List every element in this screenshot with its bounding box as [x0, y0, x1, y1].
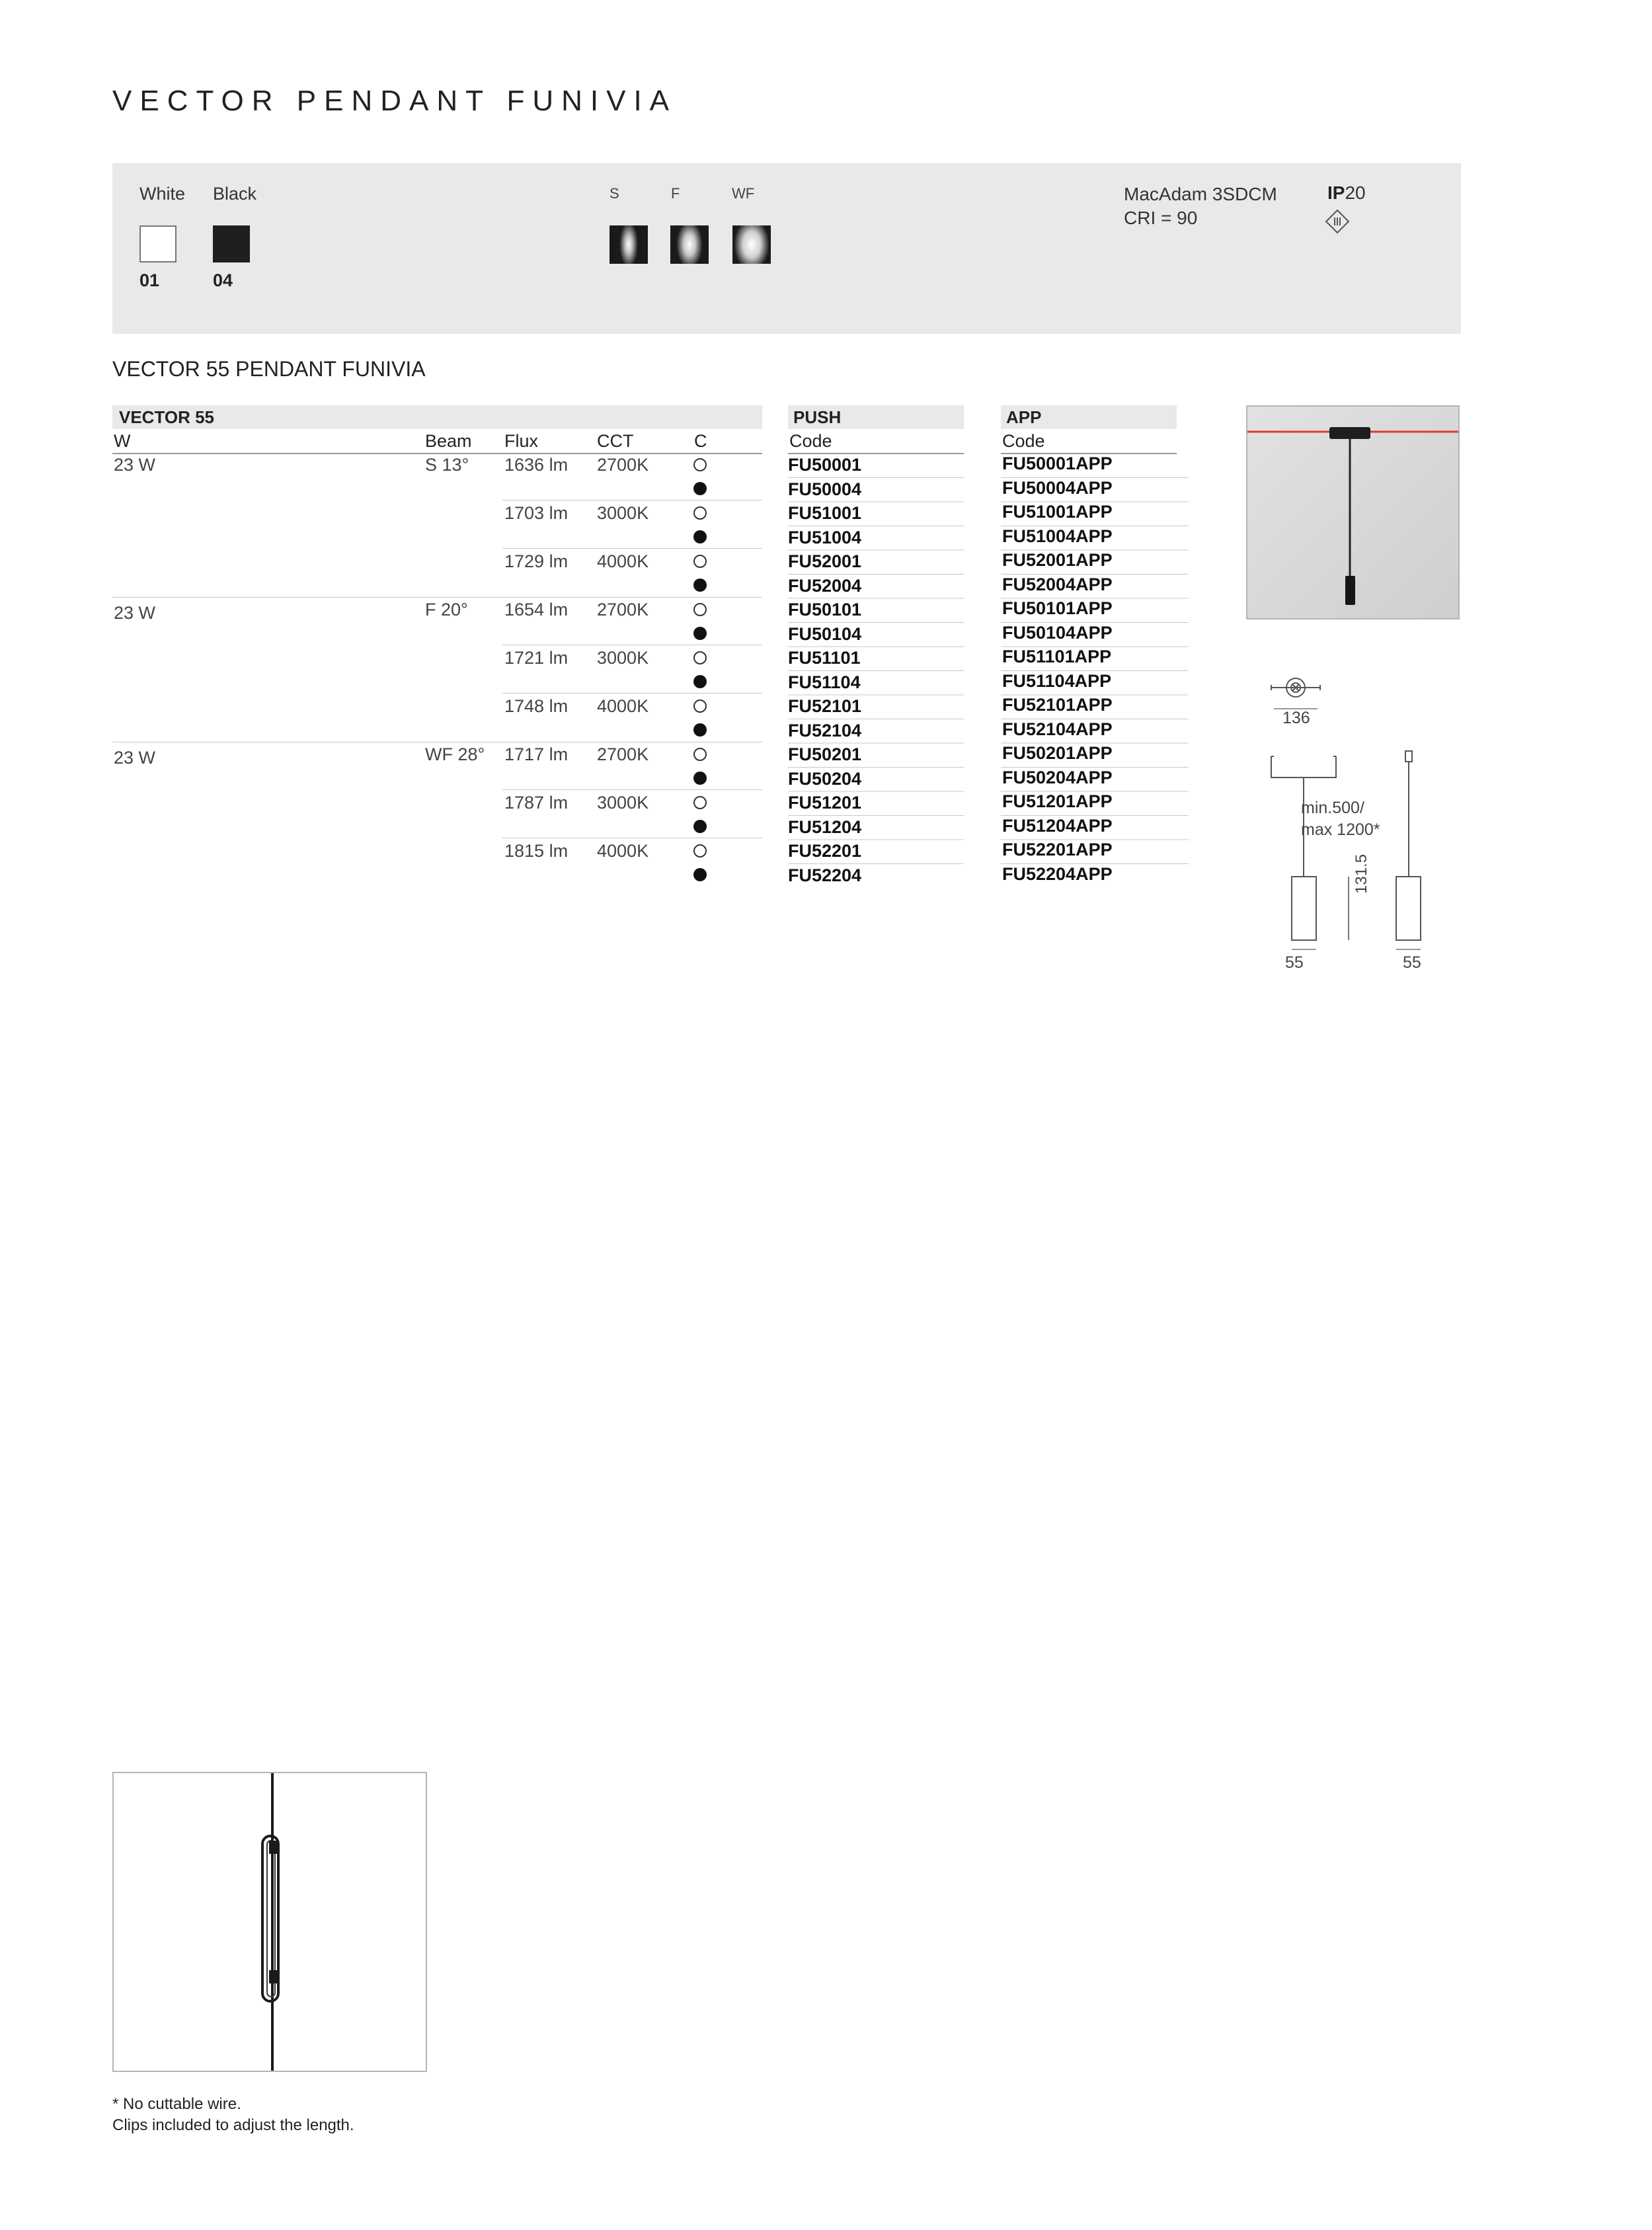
- spec-table-rule: [112, 453, 762, 454]
- flux-cell: 1815 lm: [504, 841, 569, 861]
- finish-code-black: 04: [213, 270, 233, 290]
- finish-white-dot: [693, 748, 707, 761]
- col-head-beam: Beam: [425, 431, 472, 451]
- push-code: FU52004: [788, 575, 862, 596]
- app-code: FU52101APP: [1002, 695, 1113, 715]
- cct-cell: 4000K: [597, 841, 649, 861]
- app-code: FU52104APP: [1002, 719, 1113, 739]
- push-code: FU50101: [788, 600, 862, 619]
- cct-cell: 3000K: [597, 648, 649, 668]
- push-code: FU52204: [788, 865, 862, 885]
- finish-black-dot: [693, 482, 707, 495]
- spec-table-label: VECTOR 55: [119, 407, 215, 427]
- finish-black-dot: [693, 578, 707, 592]
- finish-black-dot: [693, 675, 707, 688]
- flux-cell: 1703 lm: [504, 503, 569, 523]
- app-code: FU50004APP: [1002, 477, 1113, 498]
- app-col-head: Code: [1002, 431, 1045, 451]
- finish-white-dot: [693, 458, 707, 471]
- row-divider: [502, 548, 762, 549]
- ip-value: 20: [1345, 182, 1366, 203]
- footnote-line-1: * No cuttable wire.: [112, 2095, 241, 2113]
- finish-white-dot: [693, 844, 707, 857]
- clip-photo: [112, 1772, 427, 2072]
- cct-cell: 4000K: [597, 696, 649, 716]
- push-code: FU51104: [788, 672, 861, 692]
- push-code: FU52101: [788, 696, 862, 716]
- app-code: FU50201APP: [1002, 743, 1113, 763]
- finish-label-white: White: [139, 184, 186, 204]
- beam-swatch-s: [610, 225, 648, 264]
- row-divider: [502, 693, 762, 694]
- beam-swatch-f: [670, 225, 709, 264]
- app-code: FU52004APP: [1002, 574, 1113, 594]
- finish-black-dot: [693, 723, 707, 737]
- cct-cell: 2700K: [597, 455, 649, 475]
- app-code: FU51201APP: [1002, 791, 1113, 811]
- code-row-separators: [788, 454, 1191, 890]
- product-photo: [1246, 405, 1460, 619]
- row-divider: [502, 789, 762, 790]
- app-code: FU50101APP: [1002, 598, 1113, 618]
- cct-cell: 2700K: [597, 744, 649, 764]
- finish-label-black: Black: [213, 184, 257, 204]
- finish-white-dot: [693, 699, 707, 713]
- push-code: FU51004: [788, 527, 862, 547]
- dim-diameter-left: 55: [1285, 953, 1304, 972]
- spec-macadam: MacAdam 3SDCM: [1124, 184, 1277, 204]
- col-head-c: C: [694, 431, 707, 451]
- beam-label-f: F: [671, 185, 680, 202]
- app-code: FU50204APP: [1002, 767, 1113, 787]
- finish-code-white: 01: [139, 270, 160, 290]
- app-code: FU51104APP: [1002, 670, 1112, 691]
- app-code: FU50104APP: [1002, 622, 1113, 643]
- cct-cell: 3000K: [597, 503, 649, 523]
- flux-cell: 1636 lm: [504, 455, 569, 475]
- col-head-cct: CCT: [597, 431, 634, 451]
- beam-label-wf: WF: [732, 185, 755, 202]
- dim-wire-max: max 1200*: [1301, 820, 1380, 839]
- section-title: VECTOR 55 PENDANT FUNIVIA: [112, 357, 426, 381]
- push-code: FU52201: [788, 841, 862, 861]
- beam-label-s: S: [610, 185, 619, 202]
- ip-prefix: IP: [1327, 182, 1345, 203]
- clip-photo-illustration: [114, 1773, 426, 2071]
- cct-cell: 2700K: [597, 600, 649, 619]
- cct-cell: 3000K: [597, 793, 649, 813]
- finish-white-dot: [693, 651, 707, 664]
- dim-wire-min: min.500/: [1301, 799, 1364, 817]
- finish-black-dot: [693, 627, 707, 640]
- push-code: FU51101: [788, 648, 861, 668]
- group-watt: 23 W: [114, 748, 156, 768]
- dim-width-top: 136: [1282, 709, 1310, 727]
- app-code: FU51004APP: [1002, 526, 1113, 546]
- push-code: FU50104: [788, 623, 862, 644]
- push-col-head: Code: [789, 431, 832, 451]
- app-code: FU51101APP: [1002, 647, 1112, 666]
- app-code: FU52201APP: [1002, 840, 1113, 859]
- app-code: FU52204APP: [1002, 863, 1113, 884]
- finish-swatch-white: [139, 225, 177, 262]
- flux-cell: 1717 lm: [504, 744, 569, 764]
- flux-cell: 1654 lm: [504, 600, 569, 619]
- footnote: [112, 2094, 354, 2136]
- push-code: FU50204: [788, 768, 862, 789]
- spec-cri: CRI = 90: [1124, 208, 1198, 228]
- group-divider: [112, 597, 762, 598]
- finish-white-dot: [693, 796, 707, 809]
- pendant-photo-illustration: [1247, 407, 1458, 618]
- push-label: PUSH: [793, 407, 842, 427]
- push-code: FU51001: [788, 503, 862, 523]
- flux-cell: 1729 lm: [504, 551, 569, 571]
- finish-black-dot: [693, 772, 707, 785]
- footnote-line-2: Clips included to adjust the length.: [112, 2116, 354, 2134]
- col-head-flux: Flux: [504, 431, 539, 451]
- push-code: FU51204: [788, 816, 862, 837]
- col-head-w: W: [114, 431, 131, 451]
- page-title: VECTOR PENDANT FUNIVIA: [112, 85, 678, 117]
- push-code: FU52001: [788, 551, 862, 571]
- cct-cell: 4000K: [597, 551, 649, 571]
- dim-diameter-right: 55: [1403, 953, 1421, 972]
- push-code: FU50001: [788, 455, 862, 475]
- finish-black-dot: [693, 530, 707, 543]
- finish-white-dot: [693, 603, 707, 616]
- finish-black-dot: [693, 868, 707, 881]
- dim-wire-length: [1301, 797, 1380, 841]
- group-beam: S 13°: [425, 455, 469, 475]
- push-code: FU51201: [788, 793, 862, 813]
- dim-height: 131.5: [1353, 854, 1370, 894]
- app-code: FU51001APP: [1002, 502, 1113, 522]
- push-code: FU50004: [788, 479, 862, 499]
- finish-white-dot: [693, 555, 707, 568]
- push-code: FU50201: [788, 744, 862, 764]
- group-beam: F 20°: [425, 600, 468, 619]
- app-code: FU52001APP: [1002, 550, 1113, 570]
- flux-cell: 1787 lm: [504, 793, 569, 813]
- push-code: FU52104: [788, 720, 862, 740]
- app-code: FU50001APP: [1002, 454, 1113, 473]
- flux-cell: 1721 lm: [504, 648, 569, 668]
- class-iii-icon: [1325, 209, 1350, 234]
- group-watt: 23 W: [114, 603, 156, 623]
- finish-black-dot: [693, 820, 707, 833]
- group-beam: WF 28°: [425, 744, 485, 764]
- group-watt: 23 W: [114, 455, 156, 475]
- finish-white-dot: [693, 506, 707, 520]
- ip-rating: [1327, 182, 1366, 204]
- app-label: APP: [1006, 407, 1042, 427]
- finish-swatch-black: [213, 225, 250, 262]
- beam-swatch-wf: [732, 225, 771, 264]
- app-code: FU51204APP: [1002, 815, 1113, 836]
- flux-cell: 1748 lm: [504, 696, 569, 716]
